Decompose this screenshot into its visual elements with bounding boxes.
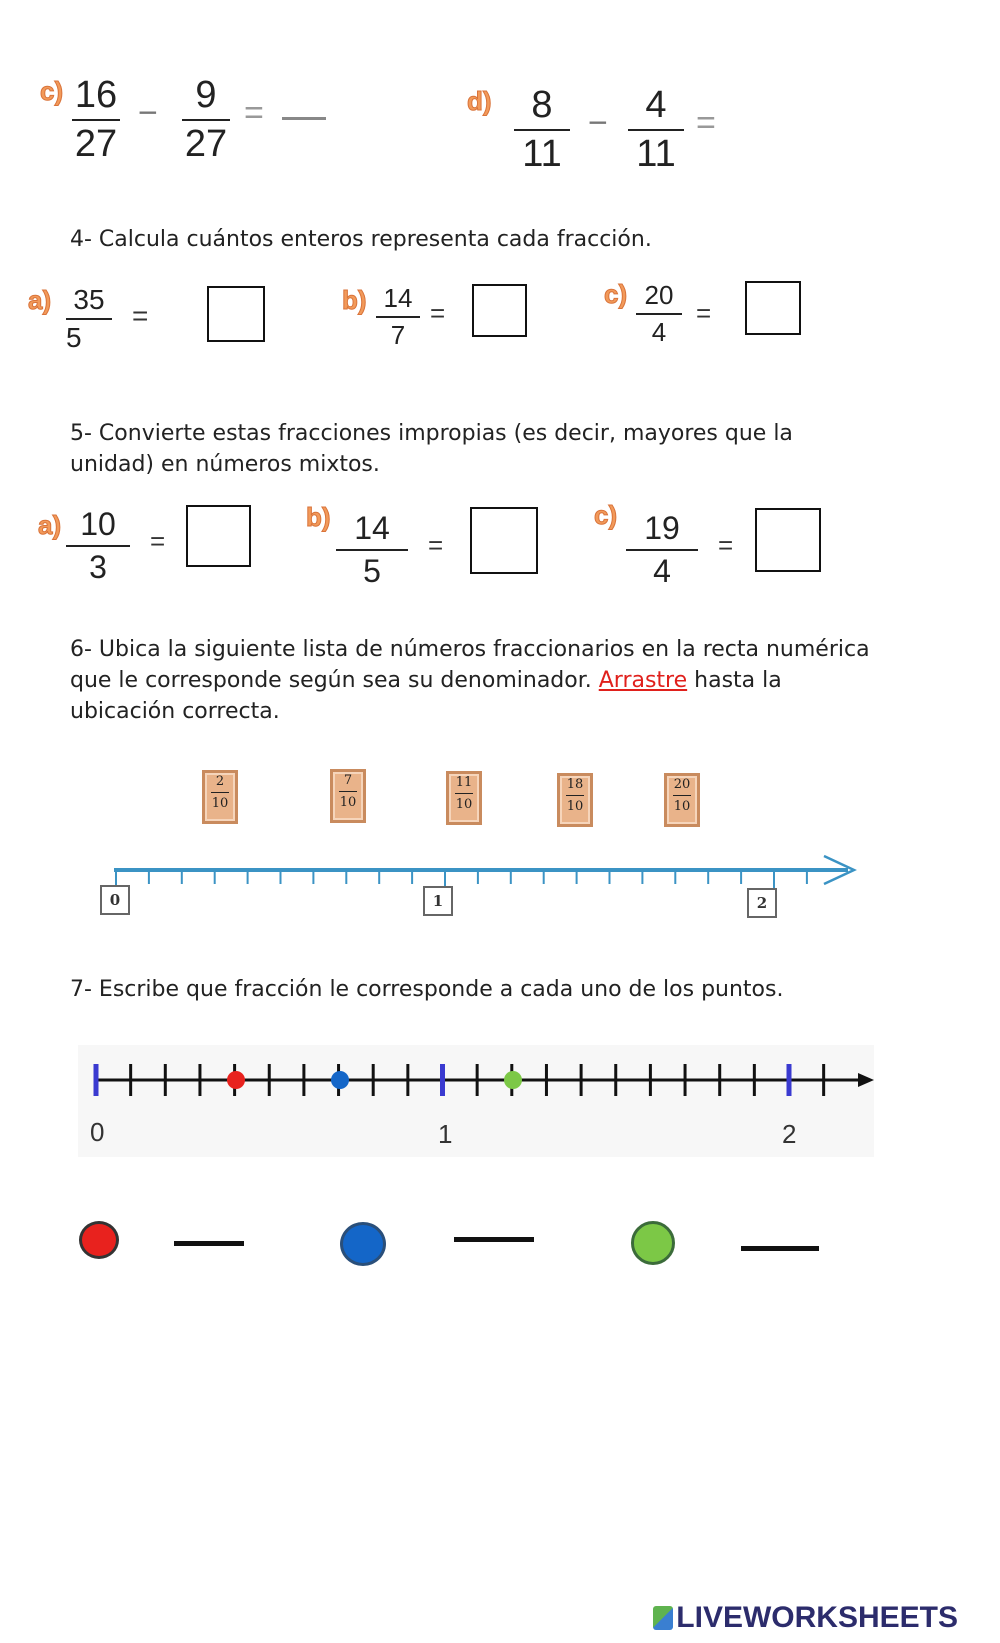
item-c-label: c) (40, 76, 64, 106)
minus-sign: − (588, 104, 608, 142)
question-5-line-1: 5- Convierte estas fracciones impropias (es decir, mayores que la (70, 421, 793, 446)
minus-sign: − (138, 94, 158, 132)
question-6-line-2: que le corresponde según sea su denominador. Arrastre hasta la (70, 668, 782, 693)
answer-box-b[interactable] (470, 507, 538, 574)
blue-dot-key (340, 1222, 386, 1266)
draggable-fraction-11-10[interactable]: 11 10 (446, 771, 482, 825)
number-line-label-0: 0 (90, 1117, 105, 1147)
question-5-line-2: unidad) en números mixtos. (70, 452, 380, 477)
fraction-14-7: 14 7 (376, 283, 420, 351)
draggable-fraction-18-10[interactable]: 18 10 (557, 773, 593, 827)
answer-box-c[interactable] (745, 281, 801, 335)
fraction-16-27: 16 27 (72, 74, 120, 166)
number-line-points (78, 1050, 878, 1110)
number-line-label-2: 2 (782, 1119, 797, 1149)
answer-box-a[interactable] (186, 505, 251, 567)
draggable-fraction-7-10[interactable]: 7 10 (330, 769, 366, 823)
red-dot-key (79, 1221, 119, 1259)
answer-line-green[interactable] (741, 1246, 819, 1251)
fraction-14-5: 14 5 (336, 510, 408, 590)
answer-box-b[interactable] (472, 284, 527, 337)
question-6-title (70, 634, 870, 727)
liveworksheets-logo: LIVEWORKSHEETS (653, 1601, 958, 1635)
answer-line-c[interactable] (282, 117, 326, 120)
equals-sign: = (718, 530, 734, 560)
arrow-head-icon (858, 1073, 874, 1087)
liveworksheets-logo-icon (653, 1606, 673, 1630)
fraction-20-4: 20 4 (636, 280, 682, 348)
fraction-8-11: 8 11 (514, 84, 570, 176)
fraction-4-11: 4 11 (628, 84, 684, 176)
question-5-title (70, 418, 793, 480)
equals-sign: = (696, 298, 712, 328)
answer-line-blue[interactable] (454, 1237, 534, 1242)
number-line-mark-2: 2 (747, 888, 777, 918)
equals-sign: = (430, 298, 446, 328)
item-b-label: b) (306, 502, 331, 532)
green-dot-key (631, 1221, 675, 1265)
equals-sign: = (696, 104, 716, 142)
item-a-label: a) (28, 285, 52, 315)
item-d-label: d) (467, 86, 492, 116)
red-point (227, 1071, 245, 1089)
equals-sign: = (132, 300, 149, 331)
item-a-label: a) (38, 510, 62, 540)
question-4-title: 4- Calcula cuántos enteros representa cada fracción. (70, 227, 652, 252)
item-c-label: c) (604, 279, 628, 309)
answer-box-a[interactable] (207, 286, 265, 342)
answer-line-red[interactable] (174, 1241, 244, 1246)
answer-box-c[interactable] (755, 508, 821, 572)
fraction-9-27: 9 27 (182, 74, 230, 166)
number-line-label-1: 1 (438, 1119, 453, 1149)
item-b-label: b) (342, 285, 367, 315)
draggable-fraction-2-10[interactable]: 2 10 (202, 770, 238, 824)
fraction-19-4: 19 4 (626, 510, 698, 590)
blue-point (331, 1071, 349, 1089)
draggable-fraction-20-10[interactable]: 20 10 (664, 773, 700, 827)
fraction-35-5: 35 5 (66, 284, 112, 354)
fraction-10-3: 10 3 (66, 506, 130, 586)
drag-instruction-link[interactable]: Arrastre (598, 668, 688, 693)
number-line-mark-1: 1 (423, 886, 453, 916)
equals-sign: = (428, 530, 444, 560)
question-6-line-1: 6- Ubica la siguiente lista de números fraccionarios en la recta numérica (70, 637, 870, 662)
item-c-label: c) (594, 500, 618, 530)
green-point (504, 1071, 522, 1089)
question-6-line-3: ubicación correcta. (70, 699, 280, 724)
equals-sign: = (150, 526, 166, 556)
question-7-title: 7- Escribe que fracción le corresponde a cada uno de los puntos. (70, 977, 784, 1002)
equals-sign: = (244, 94, 264, 132)
number-line-mark-0: 0 (100, 885, 130, 915)
